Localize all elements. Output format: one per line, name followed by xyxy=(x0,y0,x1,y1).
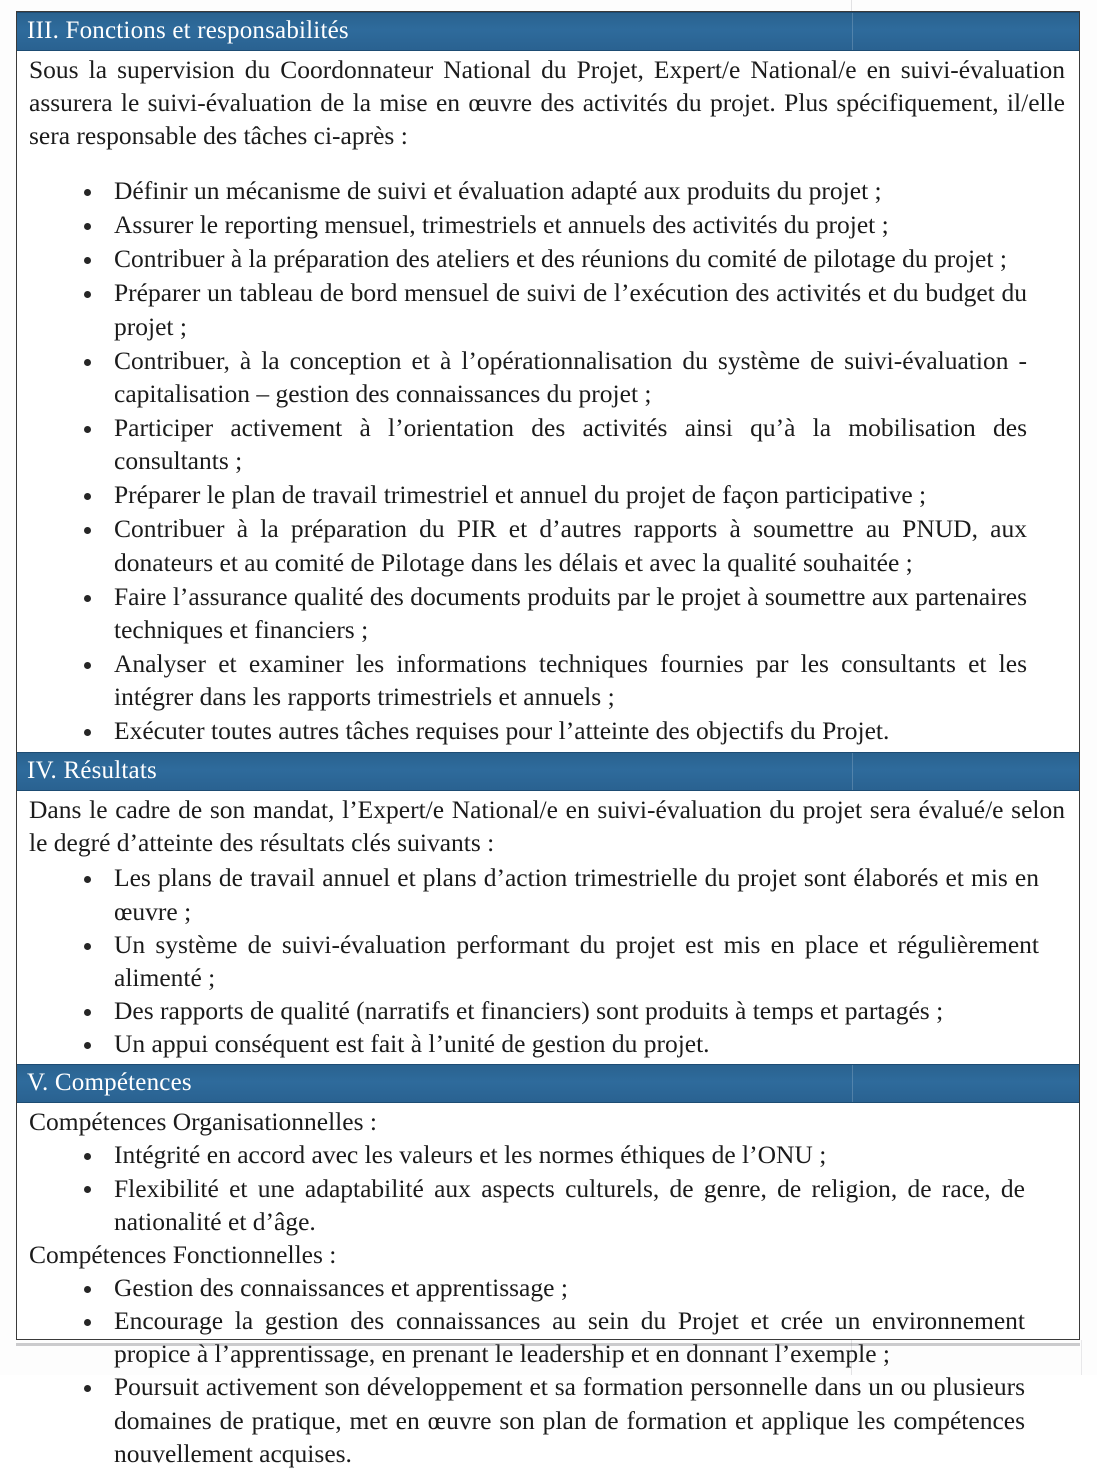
list-item: Un système de suivi-évaluation performant du projet est mis en place et régulièrement alimenté ; xyxy=(114,928,1039,994)
scan-artifact-line-lower xyxy=(1081,1340,1082,1375)
section-heading-iii: III. Fonctions et responsabilités xyxy=(17,12,1079,51)
section-iii-bullet-list xyxy=(114,174,1027,747)
list-item: Participer activement à l’orientation des activités ainsi qu’à la mobilisation des consultants ; xyxy=(114,411,1027,477)
list-item: Préparer un tableau de bord mensuel de suivi de l’exécution des activités et du budget du projet ; xyxy=(114,276,1027,342)
section-v-body xyxy=(17,1103,1079,1472)
list-item: Préparer le plan de travail trimestriel et annuel du projet de façon participative ; xyxy=(114,478,1027,511)
section-iv-intro: Dans le cadre de son mandat, l’Expert/e National/e en suivi-évaluation du projet sera évalué/e selon le degré d’atteinte des résultats clés suivants : xyxy=(29,795,1065,858)
list-item: Flexibilité et une adaptabilité aux aspects culturels, de genre, de religion, de race, de nationalité et d’âge. xyxy=(114,1172,1025,1238)
spacer xyxy=(29,748,1065,750)
list-item: Intégrité en accord avec les valeurs et les normes éthiques de l’ONU ; xyxy=(114,1138,1025,1171)
list-item: Les plans de travail annuel et plans d’action trimestrielle du projet sont élaborés et mis en œuvre ; xyxy=(114,861,1039,927)
section-heading-v: V. Compétences xyxy=(17,1064,1079,1103)
section-iv-body xyxy=(17,791,1079,1064)
spacer xyxy=(29,1060,1065,1062)
page-bottom-edge xyxy=(16,1343,1080,1346)
list-item: Contribuer à la préparation des ateliers et des réunions du comité de pilotage du projet ; xyxy=(114,242,1027,275)
section-iii-intro: Sous la supervision du Coordonnateur National du Projet, Expert/e National/e en suivi-évaluation assurera le suivi-évaluation de la mise en œuvre des activités du projet. Plus spécifiquement, il/elle sera responsable des tâches ci-après : xyxy=(29,55,1065,151)
subsection-title-organisationnelles: Compétences Organisationnelles : xyxy=(29,1107,377,1137)
section-iii-body xyxy=(17,51,1079,752)
section-heading-iv: IV. Résultats xyxy=(17,752,1079,791)
competences-organisationnelles-list xyxy=(114,1138,1025,1237)
list-item: Faire l’assurance qualité des documents produits par le projet à soumettre aux partenaires techniques et financiers ; xyxy=(114,580,1027,646)
list-item: Contribuer, à la conception et à l’opérationnalisation du système de suivi-évaluation - capitalisation – gestion des connaissances du projet ; xyxy=(114,344,1027,410)
list-item: Contribuer à la préparation du PIR et d’autres rapports à soumettre au PNUD, aux donateurs et au comité de Pilotage dans les délais et avec la qualité souhaitée ; xyxy=(114,512,1027,578)
list-item: Poursuit activement son développement et sa formation personnelle dans un ou plusieurs domaines de pratique, met en œuvre son plan de formation et applique les compétences nouvellement acquises. xyxy=(114,1370,1025,1469)
list-item: Assurer le reporting mensuel, trimestriels et annuels des activités du projet ; xyxy=(114,208,1027,241)
list-item: Définir un mécanisme de suivi et évaluation adapté aux produits du projet ; xyxy=(114,174,1027,207)
competences-fonctionnelles-list xyxy=(114,1271,1025,1470)
subsection-title-fonctionnelles: Compétences Fonctionnelles : xyxy=(29,1239,337,1269)
list-item: Un appui conséquent est fait à l’unité de gestion du projet. xyxy=(114,1027,1039,1060)
section-iv-bullet-list xyxy=(114,861,1039,1060)
document-table-frame xyxy=(16,11,1080,1468)
list-item: Des rapports de qualité (narratifs et financiers) sont produits à temps et partagés ; xyxy=(114,994,1039,1027)
list-item: Encourage la gestion des connaissances au sein du Projet et crée un environnement propice à l’apprentissage, en prenant le leadership et en donnant l’exemple ; xyxy=(114,1304,1025,1370)
list-item: Analyser et examiner les informations techniques fournies par les consultants et les intégrer dans les rapports trimestriels et annuels ; xyxy=(114,647,1027,713)
list-item: Gestion des connaissances et apprentissage ; xyxy=(114,1271,1025,1304)
list-item: Exécuter toutes autres tâches requises pour l’atteinte des objectifs du Projet. xyxy=(114,714,1027,747)
